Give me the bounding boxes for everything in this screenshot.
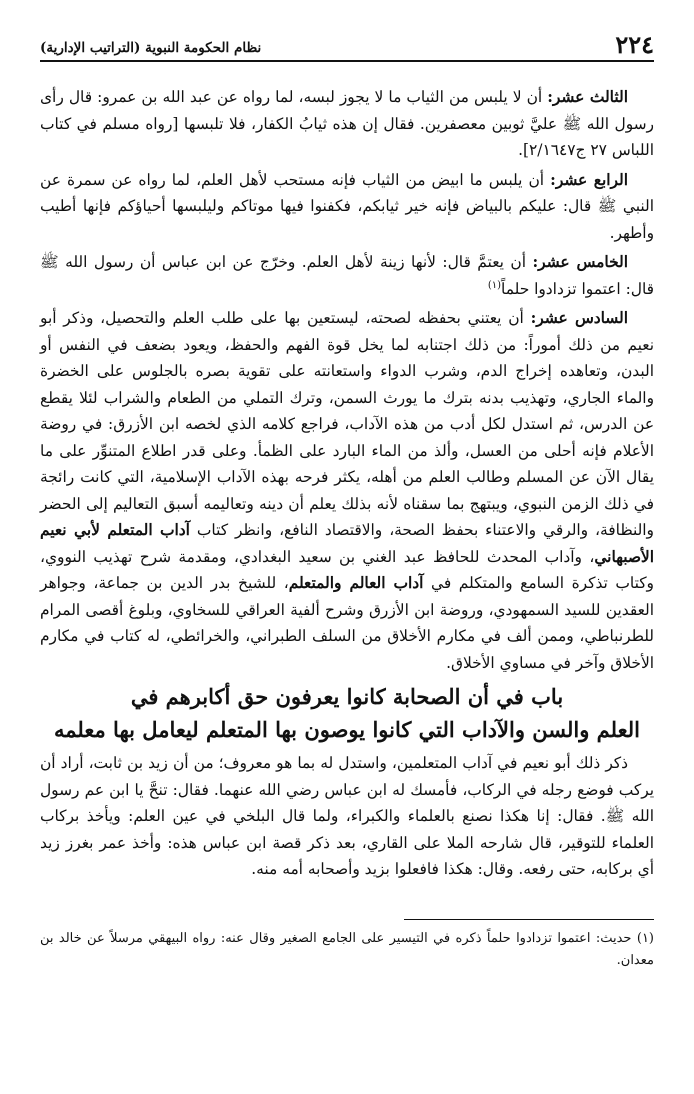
page-number: ٢٢٤ [615, 30, 654, 59]
footnote-separator [404, 919, 654, 920]
chapter-heading-line-2: العلم والسن والآداب التي كانوا يوصون بها المتعلم ليعامل بها معلمه [54, 717, 640, 742]
paragraph-sixteenth [40, 305, 654, 676]
paragraph-text: أن لا يلبس من الثياب ما لا يجوز لبسه، لما رواه عن عبد الله بن عمرو: قال رأى رسول الله ﷺ عليَّ ثوبين معصفرين. فقال إن هذه ثيابُ الكفار، فلا تلبسها [رواه مسلم في كتاب اللباس ٢٧ ج٢/١٦٤٧]. [40, 88, 654, 159]
chapter-heading-line-1: باب في أن الصحابة كانوا يعرفون حق أكابرهم في [130, 684, 564, 709]
page-header [40, 26, 654, 62]
paragraph-fourteenth [40, 167, 654, 247]
paragraph-text-middle: ، وآداب المحدث للحافظ عبد الغني بن سعيد البغدادي، ومقدمة شرح تهذيب النووي، وكتاب تذكرة السامع والمتكلم في [40, 547, 654, 592]
paragraph-lead: الثالث عشر: [547, 88, 628, 106]
footnote-text: حديث: اعتموا تزدادوا حلماً ذكره في التيسير على الجامع الصغير وقال عنه: رواه البيهقي مرسلاً عن خالد بن معدان. [40, 930, 654, 968]
footnote [40, 928, 654, 972]
running-title: نظام الحكومة النبوية (التراتيب الإدارية) [40, 40, 262, 56]
paragraph-chapter-text: ذكر ذلك أبو نعيم في آداب المتعلمين، واستدل له بما هو معروف؛ من أن زيد بن ثابت، أراد أن يركب فوضع رجله في الركاب، فأمسك له ابن عباس رضي الله عنهما. فقال: تنحَّ يا ابن عم رسول الله ﷺ. فقال: إنا هكذا نصنع بالعلماء والكبراء، ولما قال البلخي في عين العلم: ويأخذ بركاب العلماء للتوقير، قال شارحه الملا على القاري، بعد ذكر قصة ابن عباس هذه: وأخذ عمر بغرز زيد أي بركابه، حتى رفعه. وقال: هكذا فافعلوا بزيد وأصحابه أمه منه. [40, 754, 654, 878]
paragraph-thirteenth [40, 84, 654, 164]
footnote-reference[interactable]: (١) [487, 279, 502, 291]
paragraph-text: أن يعتمَّ قال: لأنها زينة لأهل العلم. وخرّج عن ابن عباس أن رسول الله ﷺ قال: اعتموا تزدادوا حلماً [40, 253, 654, 298]
paragraph-lead: الخامس عشر: [532, 253, 628, 271]
footnote-marker: (١) [636, 930, 654, 946]
paragraph-lead: الرابع عشر: [550, 170, 628, 189]
paragraph-fifteenth [40, 249, 654, 302]
paragraph-text-end: ، للشيخ بدر الدين بن جماعة، وجواهر العقدين للسيد السمهودي، وروضة ابن الأزرق وشرح ألفية العراقي للسخاوي، وبلوغ أقصى المرام للطرنباطي، وممن ألف في مكارم الأخلاق من السلف الطبراني، والخرائطي، له كتاب في مكارم الأخلاق وآخر في مساوي الأخلاق. [40, 574, 654, 672]
paragraph-text: أن يعتني بحفظه لصحته، ليستعين بها على طلب العلم والتحصيل، وذكر أبو نعيم من ذلك أموراً: من ذلك اجتنابه لما يخل قوة الفهم والحفظ، ويعود بضعف في النفس أو البدن، وتعاهده إخراج الدم، وشرب الدواء واستعانته على تقوية بصره بالجلوس على الخضرة والماء الجاري، وتهذيب بدنه بترك ما يورث السمن، وترك التملي من الطعام والشراب لئلا يقطع عن الدرس، ثم استدل لكل أدب من هذه الآداب، فراجع كلامه الذي لخصه ابن الأزرق: في روضة الأعلام فإنه أحلى من العسل، وألذ من الماء البارد على الظمأ. وعلى قدر اطلاع المتنوِّر على ما يقال الآن عن المسلم وطالب العلم من أهله، يكثر فرحه بهذه الآداب الإسلامية، التي كانت رائجة في ذلك الزمن النبوي، ويبتهج بما سقناه لأنه بذلك يعلم أن دينه وتعاليمه أسبق التعاليم إلى الحضر والنظافة، والرقي والاعتناء بحفظ الصحة، والاقتصاد النافع، وانظر كتاب [40, 309, 654, 539]
paragraph-text: أن يلبس ما ابيض من الثياب فإنه مستحب لأهل العلم، لما رواه عن سمرة عن النبي ﷺ قال: عليكم بالبياض فإنه خير ثيابكم، فكفنوا فيها موتاكم وليلبسها أحياؤكم فإنها أطيب وأطهر. [40, 170, 654, 242]
paragraph-lead: السادس عشر: [530, 309, 628, 327]
chapter-heading [40, 680, 654, 746]
book-title-adab-mutaallim: آداب المتعلم لأبي نعيم الأصبهاني [40, 521, 654, 566]
book-title-adab-alim: آداب العالم والمتعلم [288, 574, 424, 592]
page-body [40, 84, 654, 972]
